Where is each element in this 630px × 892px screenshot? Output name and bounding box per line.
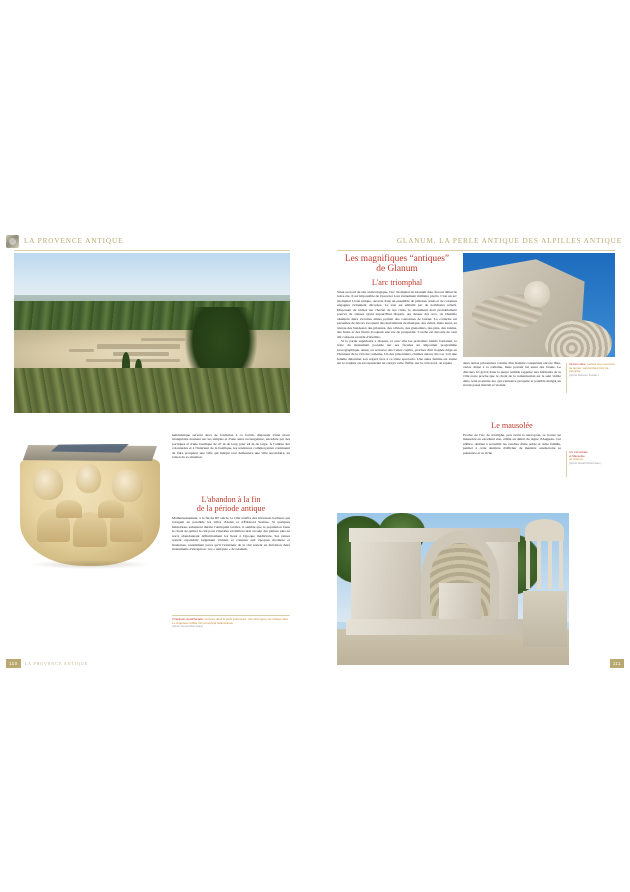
carved-head-center — [76, 464, 101, 493]
running-head-right-label: GLANUM, LA PERLE ANTIQUE DES ALPILLES ANTIQUE — [396, 237, 622, 245]
caption-victory-title: Victoire ailée, — [569, 362, 587, 366]
running-head-right — [397, 233, 622, 249]
abandon-text — [172, 516, 290, 552]
heading-antiques-line1: Les magnifiques “antiques” — [344, 254, 450, 264]
caption-arch-title: Arc triomphale — [569, 450, 588, 454]
mausoleum — [523, 519, 567, 647]
foreground-scrub — [14, 368, 290, 413]
header-rule-left — [14, 250, 290, 251]
arch-left-pier — [351, 537, 421, 631]
ruin-wall — [113, 352, 168, 356]
mausoleum-column — [559, 541, 563, 590]
forum-column-2 — [172, 433, 290, 460]
running-head-left — [6, 233, 123, 249]
triumphal-arch-photograph — [337, 513, 569, 665]
arc-column-2-paragraph: deux autres prisonniers voisins d'un homme conquérant encore libre, certes drapé à la romaine, mais portant lui aussi des braies. Le discours ici gravé dans la pierre semble rappeler aux habitants de la ville toute proche que le choix de la romanisation est le seul viable dans cette nouvelle ère qui s'annonce prospère et paisible malgré un récent passé martial et violent. — [463, 361, 561, 388]
carved-head-left — [33, 468, 64, 501]
winged-victory-relief-photograph — [463, 253, 615, 357]
heading-le-mausolee: Le mausolée — [491, 421, 533, 430]
victory-caption-rule — [566, 363, 567, 393]
arch-caption-rule — [566, 451, 567, 477]
caption-capital — [172, 618, 290, 629]
acanthus-leaf — [56, 500, 81, 518]
capital-caption-rule — [172, 615, 290, 616]
heading-abandon-line1: L'abandon à la fin — [201, 495, 261, 504]
caption-victory-credit: (photo Damien Dusart.) — [569, 373, 600, 378]
book-spread — [0, 233, 630, 670]
caption-victory-text: portant une couronne de laurier, surplombant l'arc de triomphe. — [569, 362, 615, 374]
heading-arc-triomphal: L'arc triomphal — [371, 278, 423, 287]
acanthus-leaf — [98, 500, 123, 518]
heading-antiques-line2: de Glanum — [376, 264, 418, 274]
capital-photograph — [14, 428, 166, 578]
heading-abandon-line2: de la période antique — [196, 504, 266, 513]
abandon-paragraph: Malheureusement, à la fin du IIIᵉ siècle, la ville souffre des invasions barbares qui ravagent en parallèle les villes d'Arles et d'Édouard Sextiae. Si quelques habitations subsistent durant l'Antiquité tardive, il semble que la population fasse le choix de quitter la cité pour s'installer en milieu rural au sein des plaines plus au nord, abandonnant définitivement les lieux à l'époque médiévale. Ses ruines restent cependant largement visitées et connues aux époques moderne et modernes, notamment parce qu'il l'extérieur de la cité restent en élévation deux monuments d'exception : les « antiques » de Glanum. — [172, 516, 290, 552]
mausoleum-base — [523, 591, 567, 647]
folio-left-number: 110 — [6, 659, 21, 668]
caption-arch — [569, 451, 615, 466]
arc-column-2 — [463, 361, 561, 388]
capital-shadow — [31, 560, 148, 569]
caption-arch-subtitle: et Mausolée — [569, 453, 585, 458]
caption-capital-title: Chapiteau quadrifacialis, — [172, 617, 204, 621]
ruin-wall — [69, 349, 94, 352]
caption-capital-text: retrouvé dans le puits à Ernones. Une tête figure sur chaque face. Le chapiteau reflète l'art provençal hellénistique. — [172, 617, 289, 625]
arc-column-1-paragraph-1: Situé au nord du site archéologique, l'arc triomphal de Glanum date du tout début de notre ère. Il est impossible de l'associer à un événement militaire précis. C'est un arc triomphal à baie unique, ouverte dans un ensemble de pilastres ornés et de colonnes engagées richement décorées. Le tout est embelli par de nombreux reliefs. Disposant de niches sur chacun de ses côtés, le monument était probablement pourvu de statues ayant aujourd'hui disparu. Au dessus des arcs, on identifie aisément deux victoires ailées portant des couronnes de laurier. La corniche est parsemée de décors évoquant des instruments de musique, des cultes, mais aussi, au niveau des bandeaux des pilastres, des oliviers, des grenadiers, des pins, des raisins, des fruits et des fleurs évoquant une ère de prospérité. L'arche est décorée de cent dix caissons en nids-d'abeilles. — [337, 290, 457, 339]
mausoleum-column — [526, 541, 530, 590]
ruin-wall — [86, 359, 180, 363]
carved-head-right — [112, 469, 143, 502]
carved-face — [524, 281, 550, 307]
arc-column-1 — [337, 290, 457, 366]
caption-arch-credit: (photo Harald Mourreau.) — [569, 461, 602, 466]
caption-victory — [569, 363, 615, 378]
folio-left — [6, 659, 88, 668]
forum-column-2-text: hellénistique servent alors de fondation à ce forum, disposant d'une place triangulaire donnant sur les temples et d'une autre rectangulaire, encadrée par des portiques et d'une basilique de 47 m de long pour 24 m de large. À l'ombre des colonnades et à l'intérieur de la basilique, les tendances commerçantes continuent de faire prospérer une ville qui malgré tout demeurera une ville secondaire, en raison de sa situation. — [172, 433, 290, 460]
book-emblem-icon — [6, 235, 19, 248]
capital-body — [20, 440, 160, 566]
folio-left-label: LA PROVENCE ANTIQUE — [24, 661, 89, 666]
mausolee-text — [463, 433, 561, 455]
mausoleum-column — [548, 541, 552, 590]
arch-entablature — [349, 528, 521, 542]
capital-abacus-top — [51, 444, 129, 453]
folio-right-number: 111 — [610, 659, 624, 668]
forum-photograph — [14, 253, 290, 413]
header-rule-right — [337, 250, 615, 251]
folio-right — [610, 659, 624, 668]
running-head-left-label: LA PROVENCE ANTIQUE — [24, 237, 124, 245]
arc-column-1-paragraph-2: Si la partie supérieure a disparu, et avec elle les probables reliefs l'ornaient, le reste du monument possède sur ses façades un important programme iconographique. Ainsi, on retrouve des Celtes captifs, proches d'un trophée érigé en l'honneur de la victoire romaine. Un des prisonniers, chaînes autour du cou, voit une femme détourner son regard face à ce triste spectacle. Une autre femme est assise sur le trophée où est représenté un carnyx celte. Enfin, sur le côté nord, on repère — [337, 338, 457, 366]
ruin-wall — [141, 338, 185, 341]
mausoleum-conical-roof — [525, 519, 564, 541]
caption-arch-text: de Glanum. — [569, 457, 584, 462]
mausolee-paragraph: Proche de l'arc de triomphe, peu avant la nécropole, se trouve un mausolée en excellent état, édifié au début du règne d'Auguste. Cet édifice, destiné à recueillir les cendres d'une noble et riche famille, permet à cette dernière d'afficher de manière ostentatoire sa puissance et sa riche — [463, 433, 561, 455]
caption-capital-credit: (photo Hervé Mourreau) — [172, 624, 203, 629]
arch-base-plinth — [346, 619, 522, 634]
ruin-wall — [97, 344, 180, 349]
mausoleum-column — [537, 541, 541, 590]
